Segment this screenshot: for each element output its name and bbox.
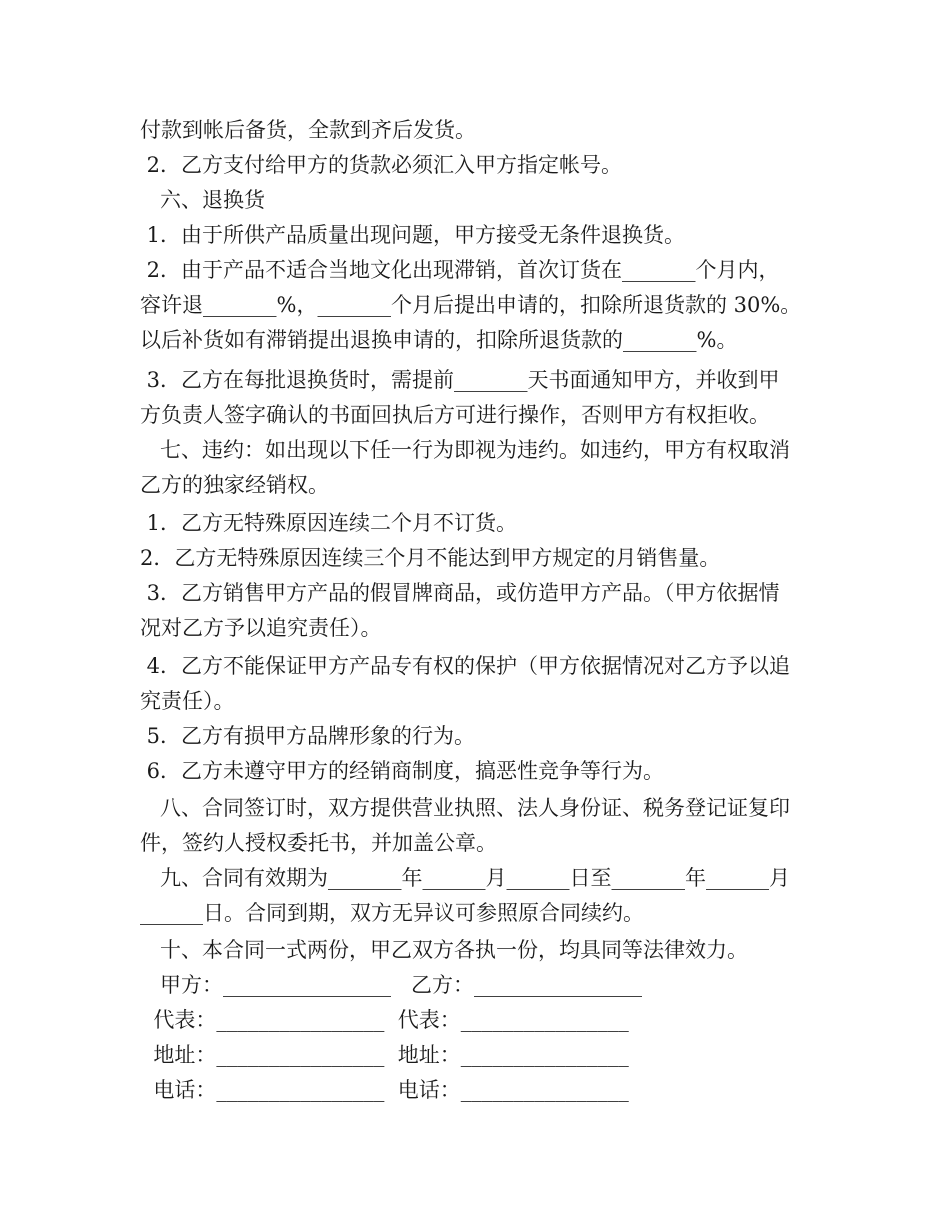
text-line: 3．乙方销售甲方产品的假冒牌商品，或仿造甲方产品。（甲方依据情: [140, 581, 780, 605]
signature-line-party: 甲方：________________ 乙方：________________: [140, 973, 643, 997]
text-line: 容许退_______%，_______个月后提出申请的，扣除所退货款的 30%。: [140, 293, 802, 317]
section-heading: 九、合同有效期为_______年______月______日至_______年______月: [140, 866, 791, 890]
text-line: 况对乙方予以追究责任）。: [140, 616, 382, 640]
text-line: 究责任）。: [140, 689, 235, 713]
text-line: 乙方的独家经销权。: [140, 473, 329, 497]
text-line: ______日。合同到期，双方无异议可参照原合同续约。: [140, 901, 644, 925]
text-line: 方负责人签字确认的书面回执后方可进行操作，否则甲方有权拒收。: [140, 403, 770, 427]
signature-line-representative: 代表：________________ 代表：________________: [140, 1008, 629, 1032]
text-line: 件，签约人授权委托书，并加盖公章。: [140, 831, 497, 855]
text-line: 1．乙方无特殊原因连续二个月不订货。: [140, 511, 518, 535]
text-line: 2．由于产品不适合当地文化出现滞销，首次订货在_______个月内，: [140, 258, 780, 282]
section-heading: 七、违约：如出现以下任一行为即视为违约。如违约，甲方有权取消: [140, 438, 791, 462]
signature-line-phone: 电话：________________ 电话：________________: [140, 1078, 629, 1102]
text-line: 6．乙方未遵守甲方的经销商制度，搞恶性竞争等行为。: [140, 759, 665, 783]
text-line: 4．乙方不能保证甲方产品专有权的保护（甲方依据情况对乙方予以追: [140, 654, 791, 678]
text-line: 2．乙方无特殊原因连续三个月不能达到甲方规定的月销售量。: [140, 546, 721, 570]
section-heading: 十、本合同一式两份，甲乙双方各执一份，均具同等法律效力。: [140, 938, 749, 962]
text-line: 1．由于所供产品质量出现问题，甲方接受无条件退换货。: [140, 223, 686, 247]
text-line: 付款到帐后备货，全款到齐后发货。: [140, 118, 476, 142]
text-line: 2．乙方支付给甲方的货款必须汇入甲方指定帐号。: [140, 153, 623, 177]
text-line: 5．乙方有损甲方品牌形象的行为。: [140, 724, 476, 748]
section-heading: 六、退换货: [140, 188, 266, 212]
text-line: 3．乙方在每批退换货时，需提前_______天书面通知甲方，并收到甲: [140, 368, 780, 392]
section-heading: 八、合同签订时，双方提供营业执照、法人身份证、税务登记证复印: [140, 796, 791, 820]
text-line: 以后补货如有滞销提出退换申请的，扣除所退货款的_______%。: [140, 328, 738, 352]
signature-line-address: 地址：________________ 地址：________________: [140, 1043, 629, 1067]
